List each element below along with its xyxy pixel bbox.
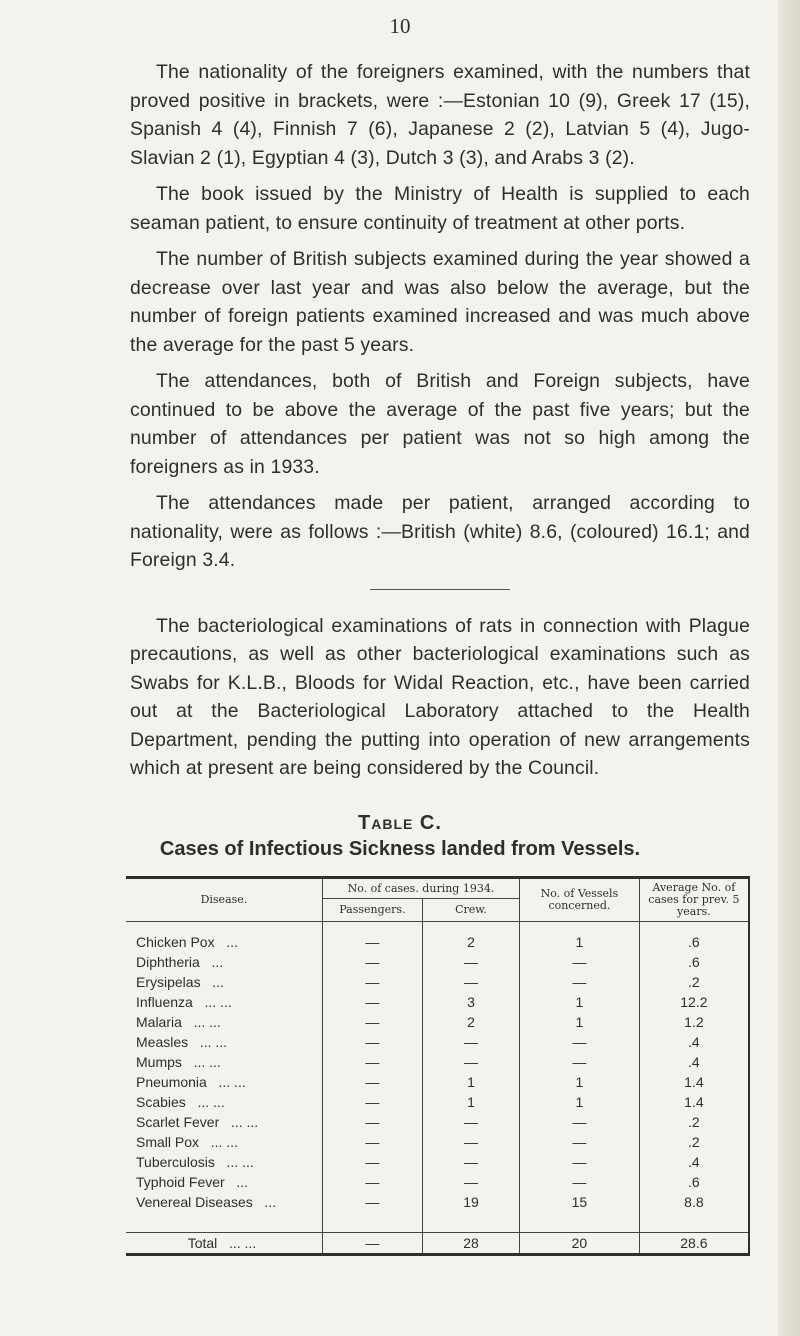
- vessels-cell: 1: [520, 1072, 640, 1092]
- vessels-cell: —: [520, 1052, 640, 1072]
- disease-name: Influenza: [136, 994, 193, 1010]
- vessels-cell: 1: [520, 1012, 640, 1032]
- average-cell: .4: [639, 1152, 749, 1172]
- passengers-cell: —: [322, 1072, 422, 1092]
- table-row: [126, 1072, 749, 1092]
- passengers-cell: —: [322, 1132, 422, 1152]
- leader-dots: ...: [226, 934, 238, 950]
- disease-name: Typhoid Fever: [136, 1174, 225, 1190]
- passengers-cell: —: [322, 1192, 422, 1212]
- paragraph-british-subjects: The number of British subjects examined during the year showed a decrease over last year and was also below the average, but the number of foreign patients examined increased and was much above the average for the past 5 years.: [130, 248, 750, 356]
- vessels-cell: —: [520, 972, 640, 992]
- leader-dots: ... ...: [199, 1034, 228, 1050]
- leader-dots: ...: [236, 1174, 249, 1190]
- crew-cell: —: [423, 1052, 520, 1072]
- crew-cell: 28: [423, 1233, 520, 1255]
- disease-cell: [126, 992, 322, 1012]
- average-cell: 1.4: [639, 1072, 749, 1092]
- header-crew: Crew.: [423, 899, 520, 922]
- table-row: [126, 972, 749, 992]
- passengers-cell: —: [322, 1233, 422, 1255]
- disease-cell: [126, 1132, 322, 1152]
- disease-name: Pneumonia: [136, 1074, 207, 1090]
- header-passengers: Passengers.: [322, 899, 422, 922]
- average-cell: 28.6: [639, 1233, 749, 1255]
- table-row: [126, 952, 749, 972]
- vessels-cell: 1: [520, 992, 640, 1012]
- page-edge-shadow: [778, 0, 800, 1336]
- vessels-cell: 20: [520, 1233, 640, 1255]
- leader-dots: ... ...: [204, 994, 232, 1010]
- leader-dots: ...: [264, 1194, 277, 1210]
- table-row: [126, 1012, 749, 1032]
- spacer-cell: [639, 1212, 749, 1233]
- table-row: [126, 922, 749, 953]
- disease-name: Diphtheria: [136, 954, 200, 970]
- leader-dots: ... ...: [197, 1094, 225, 1110]
- spacer-cell: [322, 1212, 422, 1233]
- table-row: [126, 1112, 749, 1132]
- crew-cell: 2: [423, 1012, 520, 1032]
- section-divider: [370, 589, 510, 590]
- average-cell: .2: [639, 972, 749, 992]
- vessels-cell: 15: [520, 1192, 640, 1212]
- average-cell: 8.8: [639, 1192, 749, 1212]
- table-row: [126, 1132, 749, 1152]
- average-cell: .2: [639, 1132, 749, 1152]
- header-average: Average No. of cases for prev. 5 years.: [639, 878, 749, 922]
- passengers-cell: —: [322, 1152, 422, 1172]
- average-cell: .4: [639, 1032, 749, 1052]
- spacer-cell: [520, 1212, 640, 1233]
- spacer-cell: [423, 1212, 520, 1233]
- disease-cell: [126, 922, 322, 953]
- disease-name: Mumps: [136, 1054, 182, 1070]
- table-row: [126, 1052, 749, 1072]
- average-cell: .6: [639, 1172, 749, 1192]
- disease-cell: [126, 1233, 322, 1255]
- vessels-cell: —: [520, 1172, 640, 1192]
- crew-cell: 3: [423, 992, 520, 1012]
- disease-cell: [126, 1072, 322, 1092]
- paragraph-bacteriological: The bacteriological examinations of rats in connection with Plague precautions, as well as other bacteriological examinations such as Swabs for K.L.B., Bloods for Widal Reaction, etc., have been carried out at the Bacteriological Laboratory attached to the Health Department, pending the putting into operation of new arrangements which at present are being considered by the Council.: [130, 614, 750, 779]
- table-caption: Cases of Infectious Sickness landed from Vessels.: [159, 838, 641, 860]
- crew-cell: —: [423, 1132, 520, 1152]
- leader-dots: ... ...: [210, 1134, 238, 1150]
- passengers-cell: —: [322, 1172, 422, 1192]
- crew-cell: —: [423, 1152, 520, 1172]
- passengers-cell: —: [322, 952, 422, 972]
- disease-cell: [126, 1152, 322, 1172]
- passengers-cell: —: [322, 1092, 422, 1112]
- average-cell: 1.2: [639, 1012, 749, 1032]
- spacer-cell: [126, 1212, 322, 1233]
- passengers-cell: —: [322, 1112, 422, 1132]
- table-label: Table C.: [358, 812, 442, 834]
- disease-cell: [126, 1052, 322, 1072]
- disease-cell: [126, 1112, 322, 1132]
- leader-dots: ... ...: [193, 1054, 221, 1070]
- average-cell: 12.2: [639, 992, 749, 1012]
- disease-name: Scabies: [136, 1094, 186, 1110]
- average-cell: .6: [639, 922, 749, 953]
- table-row: [126, 1032, 749, 1052]
- disease-name: Malaria: [136, 1014, 182, 1030]
- leader-dots: ...: [211, 954, 224, 970]
- disease-cell: [126, 1172, 322, 1192]
- header-disease: Disease.: [126, 878, 322, 922]
- vessels-cell: 1: [520, 1092, 640, 1112]
- average-cell: .4: [639, 1052, 749, 1072]
- paragraph-nationality: The nationality of the foreigners examined, with the numbers that proved positive in brackets, were :—Estonian 10 (9), Greek 17 (15), Spanish 4 (4), Finnish 7 (6), Japanese 2 (2), Latvian 5 (4), Jugo-Slavian 2 (1), Egyptian 4 (3), Dutch 3 (3), and Arabs 3 (2).: [130, 61, 750, 169]
- disease-name: Scarlet Fever: [136, 1114, 220, 1130]
- crew-cell: —: [423, 952, 520, 972]
- passengers-cell: —: [322, 1032, 422, 1052]
- disease-cell: [126, 952, 322, 972]
- crew-cell: 2: [423, 922, 520, 953]
- leader-dots: ... ...: [230, 1114, 259, 1130]
- passengers-cell: —: [322, 972, 422, 992]
- average-cell: 1.4: [639, 1092, 749, 1112]
- paragraph-attendances-by-nationality: The attendances made per patient, arranged according to nationality, were as follows :—British (white) 8.6, (coloured) 16.1; and Foreign 3.4.: [130, 492, 750, 571]
- disease-cell: [126, 972, 322, 992]
- average-cell: .2: [639, 1112, 749, 1132]
- paragraph-attendances: The attendances, both of British and Foreign subjects, have continued to be above the average of the past five years; but the number of attendances per patient was not so high among the foreigners as in 1933.: [130, 370, 750, 478]
- vessels-cell: —: [520, 1032, 640, 1052]
- header-cases-group: No. of cases. during 1934.: [322, 878, 519, 899]
- table-row: [126, 1172, 749, 1192]
- infectious-sickness-table: [126, 876, 750, 1256]
- passengers-cell: —: [322, 1052, 422, 1072]
- crew-cell: —: [423, 1032, 520, 1052]
- vessels-cell: —: [520, 1152, 640, 1172]
- average-cell: .6: [639, 952, 749, 972]
- leader-dots: ... ...: [226, 1154, 254, 1170]
- table-row: [126, 1192, 749, 1212]
- body-text: [130, 58, 750, 791]
- header-vessels: No. of Vessels concerned.: [520, 878, 640, 922]
- leader-dots: ... ...: [218, 1074, 246, 1090]
- disease-name: Chicken Pox: [136, 934, 215, 950]
- leader-dots: ... ...: [228, 1235, 257, 1251]
- disease-name: Venereal Diseases: [136, 1194, 253, 1210]
- disease-cell: [126, 1092, 322, 1112]
- disease-cell: [126, 1032, 322, 1052]
- vessels-cell: 1: [520, 922, 640, 953]
- table-row: [126, 992, 749, 1012]
- table-row: [126, 1152, 749, 1172]
- leader-dots: ... ...: [193, 1014, 221, 1030]
- table-row: [126, 1092, 749, 1112]
- paragraph-ministry-book: The book issued by the Ministry of Health is supplied to each seaman patient, to ensure continuity of treatment at other ports.: [130, 183, 750, 234]
- vessels-cell: —: [520, 1132, 640, 1152]
- disease-name: Total: [187, 1235, 218, 1251]
- table-spacer-row: [126, 1212, 749, 1233]
- crew-cell: 1: [423, 1092, 520, 1112]
- disease-cell: [126, 1192, 322, 1212]
- vessels-cell: —: [520, 952, 640, 972]
- disease-name: Small Pox: [136, 1134, 200, 1150]
- crew-cell: —: [423, 972, 520, 992]
- vessels-cell: —: [520, 1112, 640, 1132]
- passengers-cell: —: [322, 992, 422, 1012]
- crew-cell: —: [423, 1172, 520, 1192]
- crew-cell: 1: [423, 1072, 520, 1092]
- disease-name: Tuberculosis: [136, 1154, 215, 1170]
- table-total-row: [126, 1233, 749, 1255]
- disease-name: Measles: [136, 1034, 189, 1050]
- leader-dots: ...: [212, 974, 224, 990]
- disease-cell: [126, 1012, 322, 1032]
- passengers-cell: —: [322, 922, 422, 953]
- disease-name: Erysipelas: [136, 974, 201, 990]
- passengers-cell: —: [322, 1012, 422, 1032]
- page-number: 10: [389, 14, 411, 38]
- crew-cell: —: [423, 1112, 520, 1132]
- crew-cell: 19: [423, 1192, 520, 1212]
